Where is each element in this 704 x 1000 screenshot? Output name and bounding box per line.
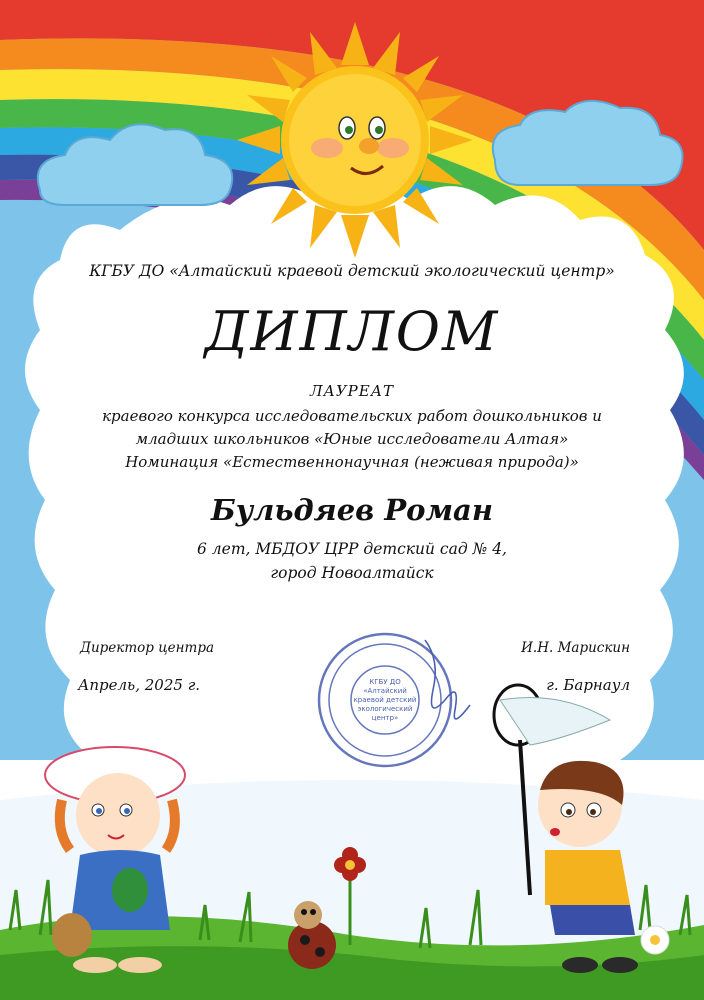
organization-name: КГБУ ДО «Алтайский краевой детский экологический центр» xyxy=(89,262,615,280)
flower-icon xyxy=(641,926,669,954)
recipient-details-line: 6 лет, МБДОУ ЦРР детский сад № 4, xyxy=(197,540,507,558)
diploma-title: ДИПЛОМ xyxy=(204,300,500,363)
issue-date: Апрель, 2025 г. xyxy=(78,676,201,694)
recipient-name: Бульдяев Роман xyxy=(211,493,493,527)
description-line: Номинация «Естественнонаучная (неживая природа)» xyxy=(125,453,579,471)
recipient-details-line: город Новоалтайск xyxy=(270,564,434,582)
issue-city: г. Барнаул xyxy=(546,676,630,694)
signature-name: И.Н. Марискин xyxy=(521,640,630,656)
svg-text:«Алтайский: «Алтайский xyxy=(363,687,407,695)
sun-icon xyxy=(237,22,473,258)
award-status: ЛАУРЕАТ xyxy=(309,382,395,400)
signature-role: Директор центра xyxy=(80,640,215,656)
stamp-line: КГБУ ДО xyxy=(369,678,401,686)
description-line: младших школьников «Юные исследователи Алтая» xyxy=(135,430,569,448)
svg-text:экологический: экологический xyxy=(357,705,413,713)
svg-text:краевой детский: краевой детский xyxy=(353,696,417,704)
svg-text:центр»: центр» xyxy=(371,714,399,722)
description-line: краевого конкурса исследовательских работ дошкольников и xyxy=(102,407,602,425)
